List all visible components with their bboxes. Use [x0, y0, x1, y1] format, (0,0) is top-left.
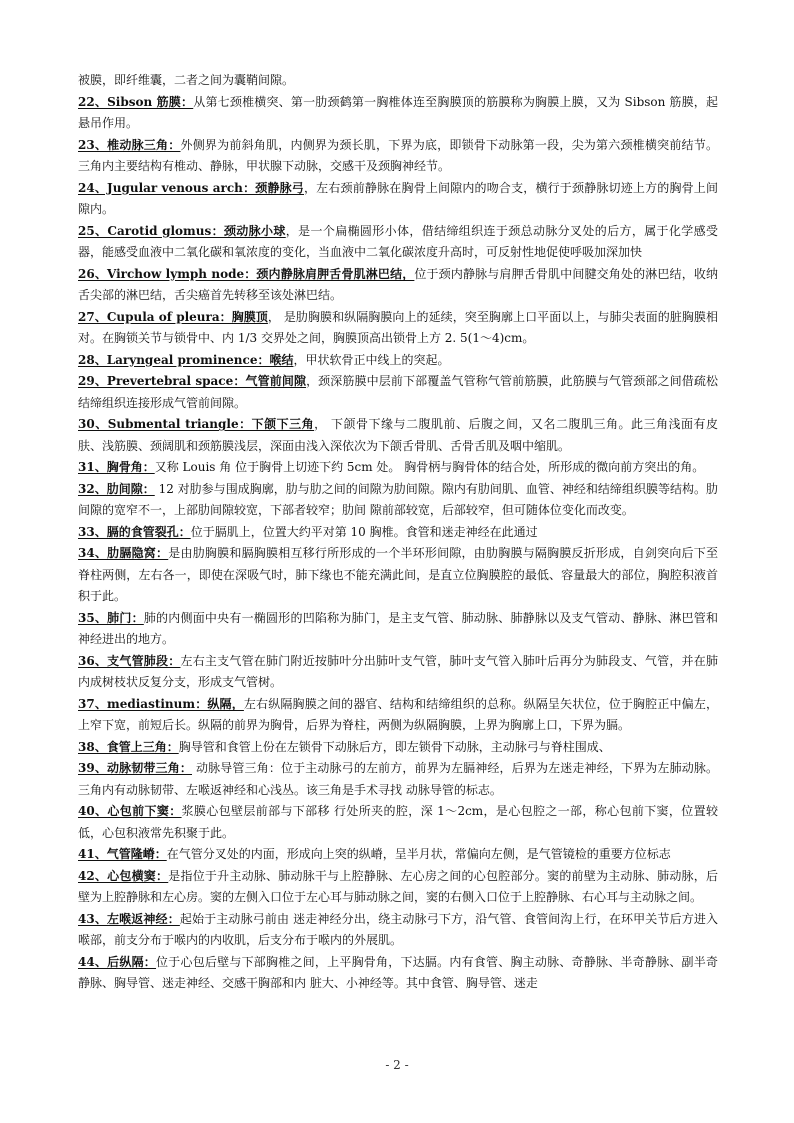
glossary-entry [78, 371, 718, 414]
glossary-entry [78, 866, 718, 909]
entry-term: 23、椎动脉三角： [78, 137, 181, 152]
entry-term: 26、Virchow lymph node：颈内静脉肩胛舌骨肌淋巴结， [78, 266, 415, 281]
glossary-entry [78, 135, 718, 178]
entry-definition: 是由肋胸膜和膈胸膜相互移行所形成的一个半环形间隙，由肋胸膜与隔胸膜反折形成，自剑突向后下至脊柱两侧，左右各一，即使在深吸气时，肺下缘也不能充满此间，是直立位胸膜腔的最低、容量最大的部位，胸腔积液首积于此。 [78, 546, 718, 603]
entry-definition: 左右纵隔胸膜之间的器官、结构和结缔组织的总称。纵隔呈矢状位，位于胸腔正中偏左，上窄下宽，前短后长。纵隔的前界为胸骨，后界为脊柱，两侧为纵隔胸膜，上界为胸廓上口，下界为膈。 [78, 696, 718, 732]
glossary-entry [78, 543, 718, 608]
glossary-entry [78, 608, 718, 651]
entry-term: 27、Cupula of pleura：胸膜顶 [78, 309, 268, 324]
entry-definition: 动脉导管三角：位于主动脉弓的左前方，前界为左膈神经，后界为左迷走神经，下界为左肺动脉。三角内有动脉韧带、左喉返神经和心浅丛。该三角是手术寻找 动脉导管的标志。 [78, 761, 718, 797]
glossary-entry [78, 221, 718, 264]
entry-term: 44、后纵隔： [78, 954, 157, 969]
entry-definition: 从第七颈椎横突、第一肋颈鹤第一胸椎体连至胸膜顶的筋膜称为胸膜上膜，又为 Sibson 筋膜，起悬吊作用。 [78, 94, 719, 130]
glossary-entry [78, 909, 718, 952]
glossary-entry [78, 414, 718, 457]
entry-term: 36、支气管肺段： [78, 653, 181, 668]
entry-term: 37、mediastinum：纵隔， [78, 696, 244, 711]
entry-term: 24、Jugular venous arch：颈静脉弓 [78, 180, 304, 195]
entry-definition: ，是一个扁椭圆形小体，借结缔组织连于颈总动脉分叉处的后方，属于化学感受器，能感受血液中二氧化碳和氧浓度的变化，当血液中二氧化碳浓度升高时，可反射性地促使呼吸加深加快 [78, 223, 718, 259]
entry-term: 25、Carotid glomus：颈动脉小球 [78, 223, 286, 238]
glossary-entry [78, 457, 718, 479]
glossary-entry [78, 70, 718, 92]
entry-term: 38、食管上三角： [78, 739, 179, 754]
glossary-entry [78, 651, 718, 694]
entry-definition: 肺的内侧面中央有一椭圆形的凹陷称为肺门，是主支气管、肺动脉、肺静脉以及支气管动、静脉、淋巴管和神经进出的地方。 [78, 610, 718, 646]
entry-term: 30、Submental triangle：下颌下三角 [78, 417, 315, 431]
entry-definition: ，甲状软骨正中线上的突起。 [293, 352, 450, 367]
glossary-entry [78, 264, 718, 307]
entry-definition: 是指位于升主动脉、肺动脉干与上腔静脉、左心房之间的心包腔部分。窦的前壁为主动脉、肺动脉，后壁为上腔静脉和左心房。窦的左侧入口位于左心耳与肺动脉之间，窦的右侧入口位于上腔静脉、右心耳与主动脉之间。 [78, 868, 718, 904]
entry-definition: 被膜，即纤维囊，二者之间为囊鞘间隙。 [78, 73, 295, 87]
entry-definition: 左右主支气管在肺门附近按肺叶分出肺叶支气管，肺叶支气管入肺叶后再分为肺段支、气管，并在肺内成树枝状反复分支，形成支气管树。 [78, 653, 719, 689]
glossary-entry [78, 694, 718, 737]
entry-term: 35、肺门： [78, 610, 144, 625]
entry-definition: 12 对肋参与围成胸廓，肋与肋之间的间隙为肋间隙。隙内有肋间肌、血管、神经和结缔组织膜等结构。肋间隙的宽窄不一，上部肋间隙较宽，下部者较窄；肋间 隙前部较宽，后部较窄，但可随体位变化而改变。 [78, 481, 718, 517]
glossary-entry [78, 479, 718, 522]
glossary-entry [78, 522, 718, 544]
entry-term: 42、心包横窦： [78, 868, 169, 883]
entry-term: 43、左喉返神经： [78, 911, 180, 926]
entry-definition: 位于膈肌上，位置大约平对第 10 胸椎。食管和迷走神经在此通过 [190, 524, 538, 539]
entry-term: 28、Laryngeal prominence：喉结 [78, 352, 294, 367]
entry-term: 40、心包前下窦： [78, 804, 182, 818]
glossary-entry [78, 844, 718, 866]
entry-term: 22、Sibson 筋膜： [78, 94, 194, 109]
entry-term: 32、肋间隙： [78, 481, 155, 496]
entry-definition: 位于颈内静脉与肩胛舌骨肌中间腱交角处的淋巴结，收纳舌尖部的淋巴结，舌尖癌首先转移至该处淋巴结。 [78, 266, 718, 302]
entry-term: 33、膈的食管裂孔： [78, 524, 191, 539]
entry-term: 39、动脉韧带三角： [78, 761, 192, 775]
entry-term: 41、气管隆嵴： [78, 847, 167, 861]
entry-definition: 在气管分叉处的内面，形成向上突的纵嵴，呈半月状，常偏向左侧，是气管镜检的重要方位标志 [166, 847, 671, 861]
entry-definition: 胸导管和食管上份在左锁骨下动脉后方，即左锁骨下动脉，主动脉弓与脊柱围成、 [178, 739, 611, 754]
entry-term: 31、胸骨角： [78, 460, 155, 474]
glossary-entry [78, 737, 718, 759]
glossary-entry [78, 952, 718, 995]
glossary-entry [78, 350, 718, 372]
glossary-entry [78, 92, 718, 135]
entry-term: 34、肋膈隐窝： [78, 546, 169, 560]
document-body [78, 70, 718, 995]
entry-definition: 浆膜心包壁层前部与下部移 行处所夹的腔，深 1～2cm，是心包腔之一部，称心包前下窦，位置较低，心包积液常先积聚于此。 [78, 804, 718, 840]
page-number: - 2 - [385, 1058, 409, 1072]
entry-definition: 起始于主动脉弓前由 迷走神经分出，绕主动脉弓下方，沿气管、食管间沟上行，在环甲关节后方进入喉部，前支分布于喉内的内收肌，后支分布于喉内的外展肌。 [78, 911, 718, 947]
entry-definition: 位于心包后壁与下部胸椎之间，上平胸骨角，下达膈。内有食管、胸主动脉、奇静脉、半奇静脉、副半奇静脉、胸导管、迷走神经、交感干胸部和内 脏大、小神经等。其中食管、胸导管、迷走 [78, 954, 718, 990]
entry-definition: ， 是肋胸膜和纵隔胸膜向上的延续，突至胸廓上口平面以上，与肺尖表面的脏胸膜相对。在胸锁关节与锁骨中、内 1/3 交界处之间，胸膜顶高出锁骨上方 2. 5(1～4)cm。 [78, 309, 718, 345]
entry-definition: ，左右颈前静脉在胸骨上间隙内的吻合支，横行于颈静脉切迹上方的胸骨上间隙内。 [78, 180, 718, 216]
entry-definition: ， 下颌骨下缘与二腹肌前、后腹之间，又名二腹肌三角。此三角浅面有皮肤、浅筋膜、颈阔肌和颈筋膜浅层，深面由浅入深依次为下颌舌骨肌、舌骨舌肌及咽中缩肌。 [78, 417, 718, 453]
glossary-entry [78, 307, 718, 350]
entry-term: 29、Prevertebral space：气管前间隙 [78, 374, 307, 388]
glossary-entry [78, 758, 718, 801]
entry-definition: ，颈深筋膜中层前下部覆盖气管称气管前筋膜，此筋膜与气管颈部之间借疏松结缔组织连接形成气管前间隙。 [78, 374, 718, 410]
entry-definition: 外侧界为前斜角肌，内侧界为颈长肌，下界为底，即锁骨下动脉第一段，尖为第六颈椎横突前结节。三角内主要结构有椎动、静脉，甲状腺下动脉，交感干及颈胸神经节。 [78, 137, 719, 173]
entry-definition: 又称 Louis 角 位于胸骨上切迹下约 5cm 处。 胸骨柄与胸骨体的结合处，所形成的微向前方突出的角。 [154, 460, 705, 474]
glossary-entry [78, 178, 718, 221]
glossary-entry [78, 801, 718, 844]
